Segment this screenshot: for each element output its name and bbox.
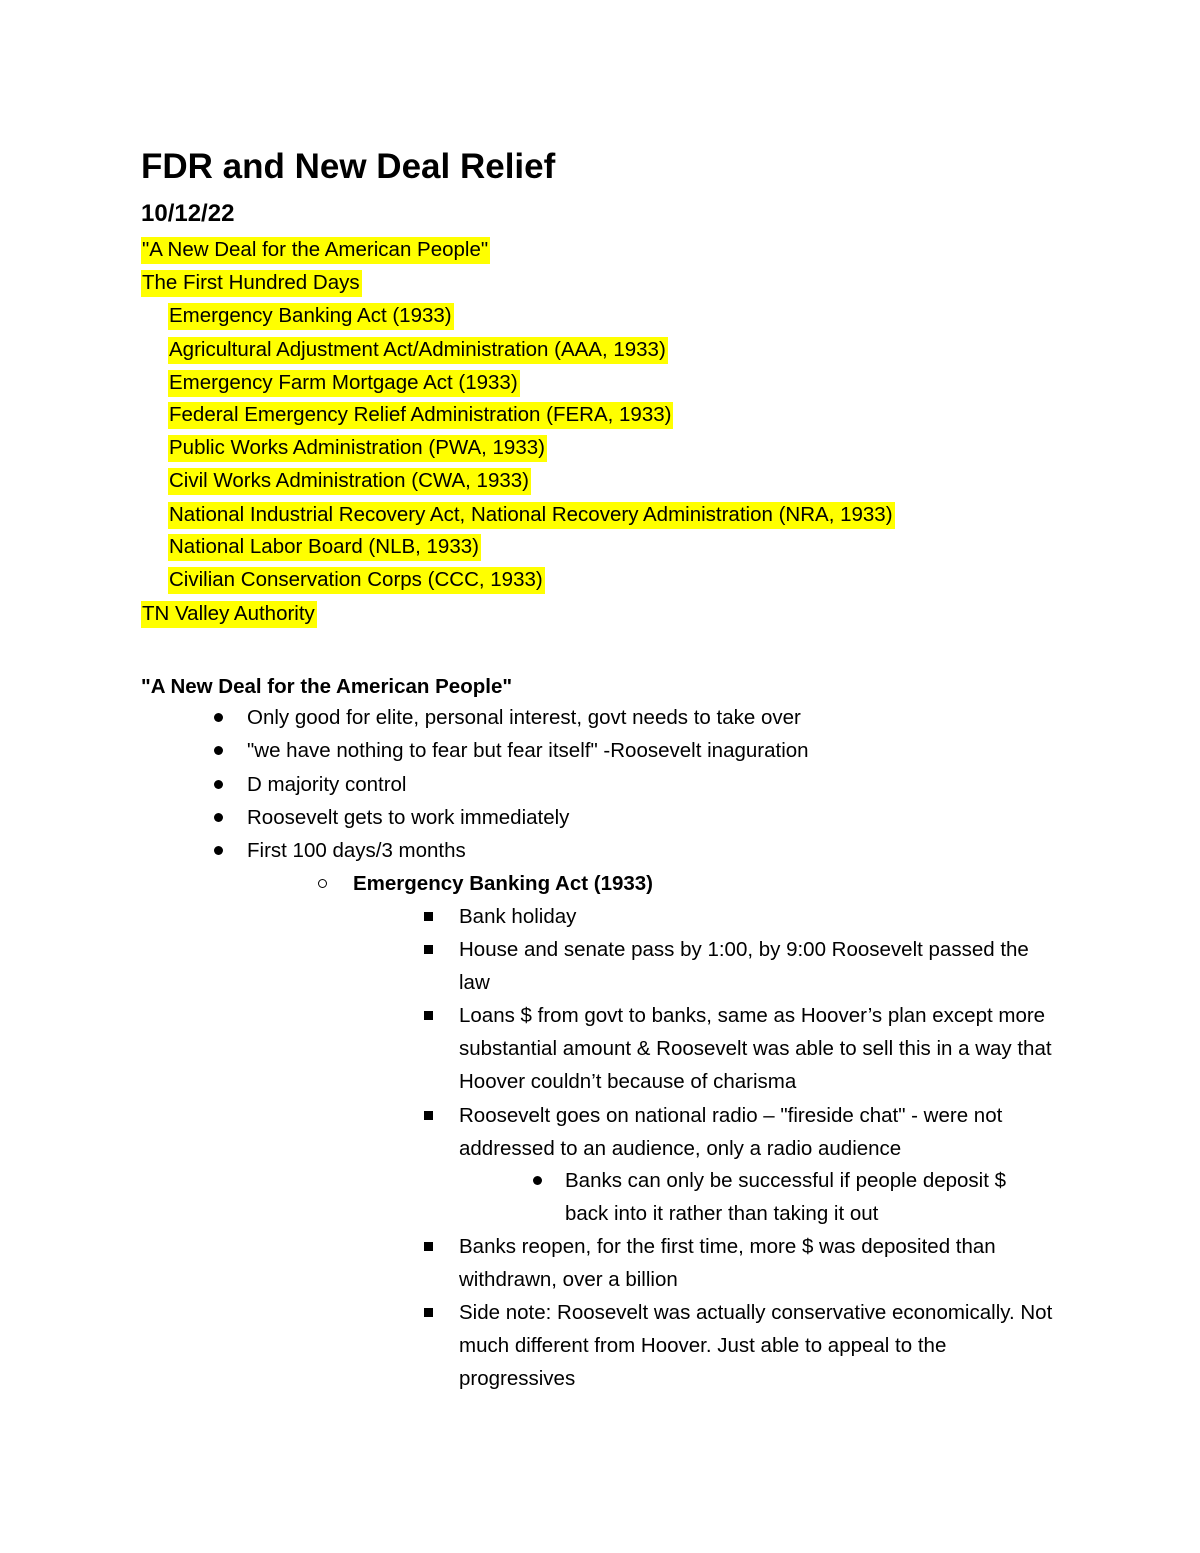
bullet-square-icon <box>424 1308 433 1317</box>
bullet-dot-icon <box>214 846 223 855</box>
bullet-square-icon <box>424 1111 433 1120</box>
bullet-square-icon <box>424 1011 433 1020</box>
list-item: House and senate pass by 1:00, by 9:00 Roosevelt passed the law <box>459 938 1029 994</box>
outline-item: "A New Deal for the American People" <box>141 233 490 266</box>
outline-item: Emergency Banking Act (1933) <box>168 299 454 332</box>
list-item: D majority control <box>247 773 407 796</box>
list-item: Banks reopen, for the first time, more $ was deposited than withdrawn, over a billion <box>459 1235 996 1291</box>
bullet-dot-icon <box>214 813 223 822</box>
outline-item: Emergency Farm Mortgage Act (1933) <box>168 366 520 399</box>
list-item: Roosevelt goes on national radio – "fireside chat" - were not addressed to an audience, only a radio audience <box>459 1104 1003 1160</box>
outline-item: Civil Works Administration (CWA, 1933) <box>168 464 531 497</box>
sub-list-heading: Emergency Banking Act (1933) <box>353 872 654 895</box>
outline-item: Public Works Administration (PWA, 1933) <box>168 431 547 464</box>
bullet-dot-icon <box>214 780 223 789</box>
section-heading: "A New Deal for the American People" <box>141 675 513 698</box>
outline-item: The First Hundred Days <box>141 266 362 299</box>
list-item: Side note: Roosevelt was actually conservative economically. Not much different from Hoover. Just able to appeal to the progressives <box>459 1301 1053 1390</box>
bullet-square-icon <box>424 912 433 921</box>
bullet-square-icon <box>424 945 433 954</box>
list-item: Banks can only be successful if people deposit $ back into it rather than taking it out <box>565 1169 1007 1225</box>
outline-item: Civilian Conservation Corps (CCC, 1933) <box>168 563 545 596</box>
bullet-dot-icon <box>533 1176 542 1185</box>
outline-item: National Industrial Recovery Act, National Recovery Administration (NRA, 1933) <box>168 498 895 531</box>
list-item: Roosevelt gets to work immediately <box>247 806 570 829</box>
bullet-dot-icon <box>214 746 223 755</box>
page-title: FDR and New Deal Relief <box>141 147 556 186</box>
list-item: "we have nothing to fear but fear itself" -Roosevelt inaguration <box>247 739 809 762</box>
list-item: First 100 days/3 months <box>247 839 466 862</box>
bullet-square-icon <box>424 1242 433 1251</box>
list-item: Bank holiday <box>459 905 577 928</box>
list-item: Only good for elite, personal interest, govt needs to take over <box>247 706 801 729</box>
date-heading: 10/12/22 <box>141 200 235 227</box>
list-item: Loans $ from govt to banks, same as Hoover’s plan except more substantial amount & Roosevelt was able to sell this in a way that Hoover couldn’t because of charisma <box>459 1004 1052 1093</box>
outline-item: TN Valley Authority <box>141 597 317 630</box>
outline-item: National Labor Board (NLB, 1933) <box>168 530 481 563</box>
bullet-ring-icon <box>318 879 327 888</box>
outline-item: Agricultural Adjustment Act/Administration (AAA, 1933) <box>168 333 668 366</box>
outline-item: Federal Emergency Relief Administration (FERA, 1933) <box>168 398 673 431</box>
bullet-dot-icon <box>214 713 223 722</box>
